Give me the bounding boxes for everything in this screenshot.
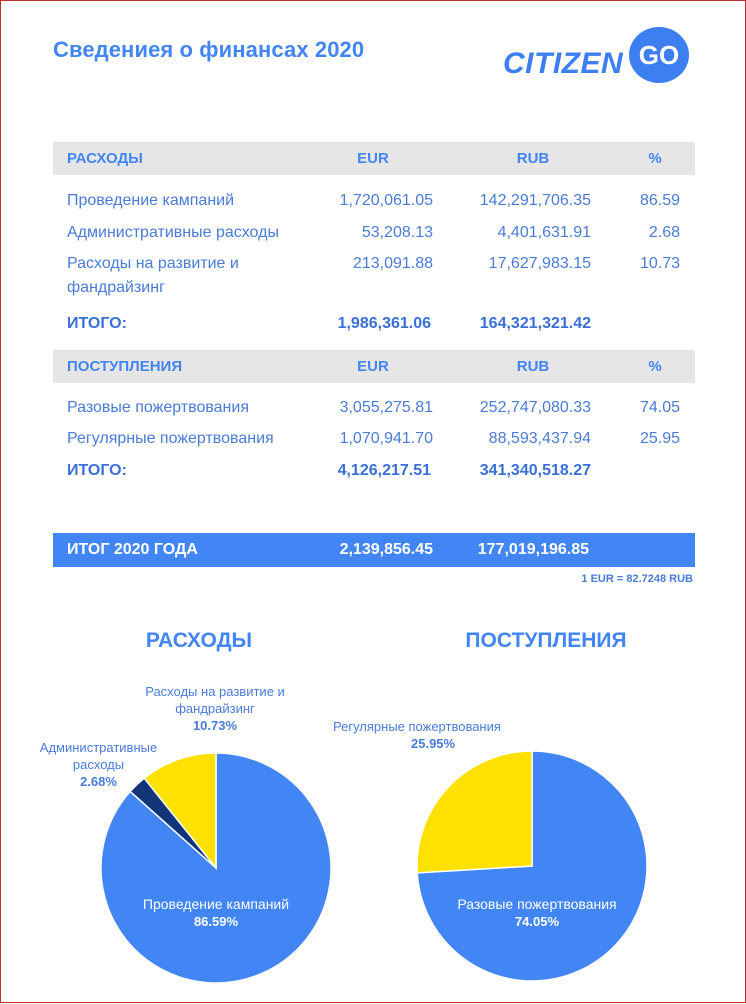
expenses-header-rub: RUB	[516, 150, 550, 167]
slice-label-value: 86.59%	[193, 914, 239, 929]
income-header-eur: EUR	[357, 358, 389, 375]
row-pct: 74.05	[639, 399, 680, 416]
page-title: Сведениея о финансах 2020	[53, 37, 365, 62]
row-label: Проведение кампаний	[67, 192, 235, 209]
year-total-label: ИТОГ 2020 ГОДА	[67, 541, 198, 558]
year-total-eur: 2,139,856.45	[339, 541, 433, 558]
expenses-slice-label-campaigns	[121, 896, 311, 930]
row-pct: 25.95	[639, 430, 680, 447]
row-pct: 86.59	[639, 192, 680, 209]
total-eur: 4,126,217.51	[337, 462, 431, 479]
income-slice-label-onetime	[437, 896, 637, 930]
row-rub: 17,627,983.15	[488, 255, 591, 272]
total-rub: 164,321,321.42	[479, 315, 591, 332]
row-rub: 252,747,080.33	[479, 399, 591, 416]
row-label: Разовые пожертвования	[67, 399, 249, 416]
slice-label-text: Административные расходы	[39, 740, 158, 772]
total-label: ИТОГО:	[67, 315, 127, 332]
slice-label-value: 10.73%	[192, 718, 238, 733]
income-header-label: ПОСТУПЛЕНИЯ	[67, 358, 183, 375]
row-eur: 53,208.13	[361, 224, 433, 241]
row-eur: 1,720,061.05	[339, 192, 433, 209]
logo-word: CITIZEN	[503, 47, 624, 80]
slice-label-value: 2.68%	[80, 774, 117, 789]
income-chart-title: ПОСТУПЛЕНИЯ	[465, 629, 627, 652]
row-label: Регулярные пожертвования	[67, 430, 274, 447]
logo-go-circle: GO	[629, 27, 689, 83]
slice-label-text: Проведение кампаний	[142, 896, 290, 912]
row-rub: 88,593,437.94	[488, 430, 591, 447]
row-pct: 10.73	[639, 255, 680, 272]
slice-label-text: Регулярные пожертвования	[333, 719, 501, 734]
expenses-header-eur: EUR	[357, 150, 389, 167]
row-label: Административные расходы	[67, 224, 279, 241]
pie-charts	[1, 1, 746, 1004]
pie-slice-recurring	[417, 751, 532, 873]
row-pct: 2.68	[648, 224, 680, 241]
income-slice-label-recurring	[333, 718, 543, 752]
slice-label-text: Расходы на развитие и фандрайзинг	[145, 684, 285, 716]
row-rub: 4,401,631.91	[497, 224, 591, 241]
expenses-header-label: РАСХОДЫ	[67, 150, 143, 167]
total-rub: 341,340,518.27	[479, 462, 591, 479]
expenses-slice-label-fundraising	[129, 683, 301, 734]
row-eur: 3,055,275.81	[339, 399, 433, 416]
slice-label-value: 74.05%	[514, 914, 560, 929]
row-label: Расходы на развитие и фандрайзинг	[67, 255, 239, 296]
row-rub: 142,291,706.35	[479, 192, 591, 209]
expenses-chart-title: РАСХОДЫ	[145, 629, 253, 652]
income-pie	[417, 751, 647, 981]
expenses-header-pct: %	[648, 150, 662, 167]
expenses-slice-label-admin	[21, 739, 176, 790]
total-eur: 1,986,361.06	[337, 315, 431, 332]
slice-label-text: Разовые пожертвования	[457, 896, 617, 912]
exchange-rate-note: 1 EUR = 82.7248 RUB	[581, 573, 693, 585]
year-total-rub: 177,019,196.85	[477, 541, 589, 558]
slice-label-value: 25.95%	[411, 736, 456, 751]
row-eur: 213,091.88	[352, 255, 433, 272]
total-label: ИТОГО:	[67, 462, 127, 479]
income-header-rub: RUB	[516, 358, 550, 375]
row-eur: 1,070,941.70	[339, 430, 433, 447]
income-header-pct: %	[648, 358, 662, 375]
